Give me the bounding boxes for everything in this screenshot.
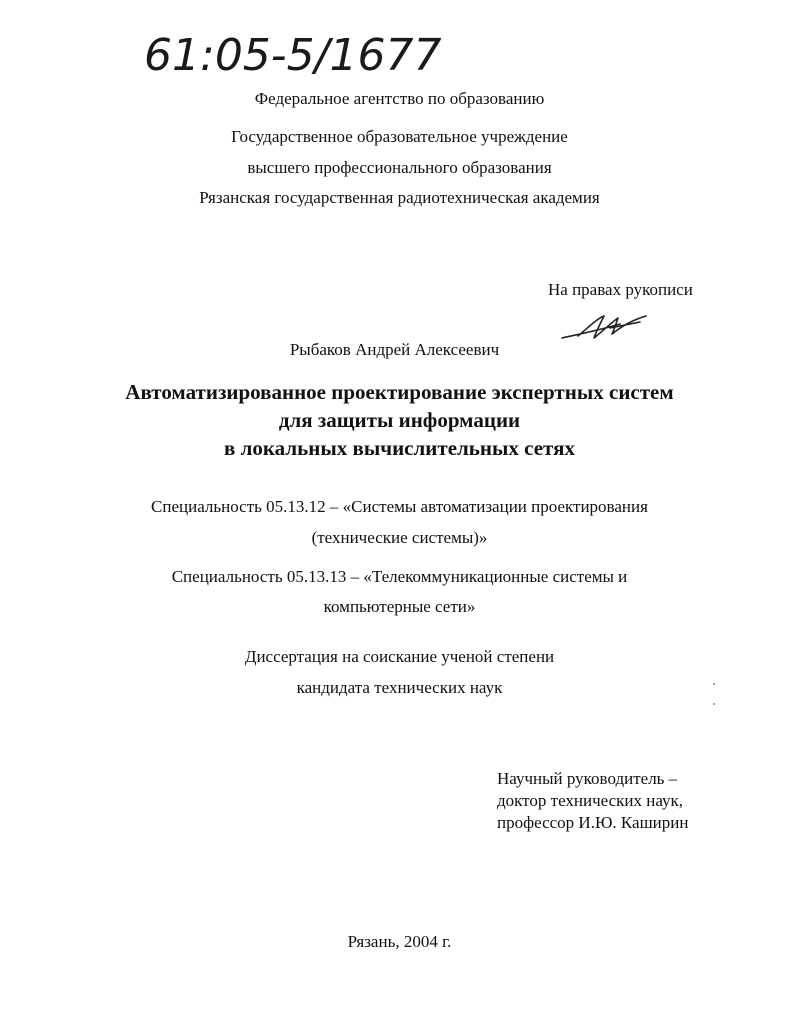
institution-line-3: Рязанская государственная радиотехническая академия: [199, 188, 600, 207]
institution-line-1: Государственное образовательное учреждение: [231, 127, 568, 146]
specialty-1-line-1: Специальность 05.13.12 – «Системы автоматизации проектирования: [151, 497, 648, 516]
degree-line-2: кандидата технических наук: [296, 678, 503, 697]
degree-line-1: Диссертация на соискание ученой степени: [244, 647, 555, 666]
advisor-line-1: Научный руководитель –: [497, 769, 678, 788]
specialty-1-line-2: (технические системы)»: [311, 528, 488, 547]
archive-code-text: 61:05-5/1677: [144, 30, 442, 81]
thesis-title-line-2: для защиты информации: [278, 408, 521, 432]
scan-speck: [713, 703, 715, 705]
manuscript-note: На правах рукописи: [548, 280, 693, 299]
scan-speck: [713, 683, 715, 685]
thesis-title-line-3: в локальных вычислительных сетях: [224, 436, 575, 460]
thesis-title-line-1: Автоматизированное проектирование экспертных систем: [125, 380, 674, 404]
author-name: Рыбаков Андрей Алексеевич: [289, 340, 500, 359]
specialty-2-line-1: Специальность 05.13.13 – «Телекоммуникационные системы и: [171, 567, 628, 586]
advisor-line-3: профессор И.Ю. Каширин: [497, 813, 689, 832]
city-year: Рязань, 2004 г.: [347, 932, 452, 951]
advisor-line-2: доктор технических наук,: [497, 791, 684, 810]
institution-line-2: высшего профессионального образования: [247, 158, 552, 177]
agency-name: Федеральное агентство по образованию: [254, 89, 545, 108]
handwritten-archive-code: [140, 18, 560, 88]
specialty-2-line-2: компьютерные сети»: [323, 597, 476, 616]
